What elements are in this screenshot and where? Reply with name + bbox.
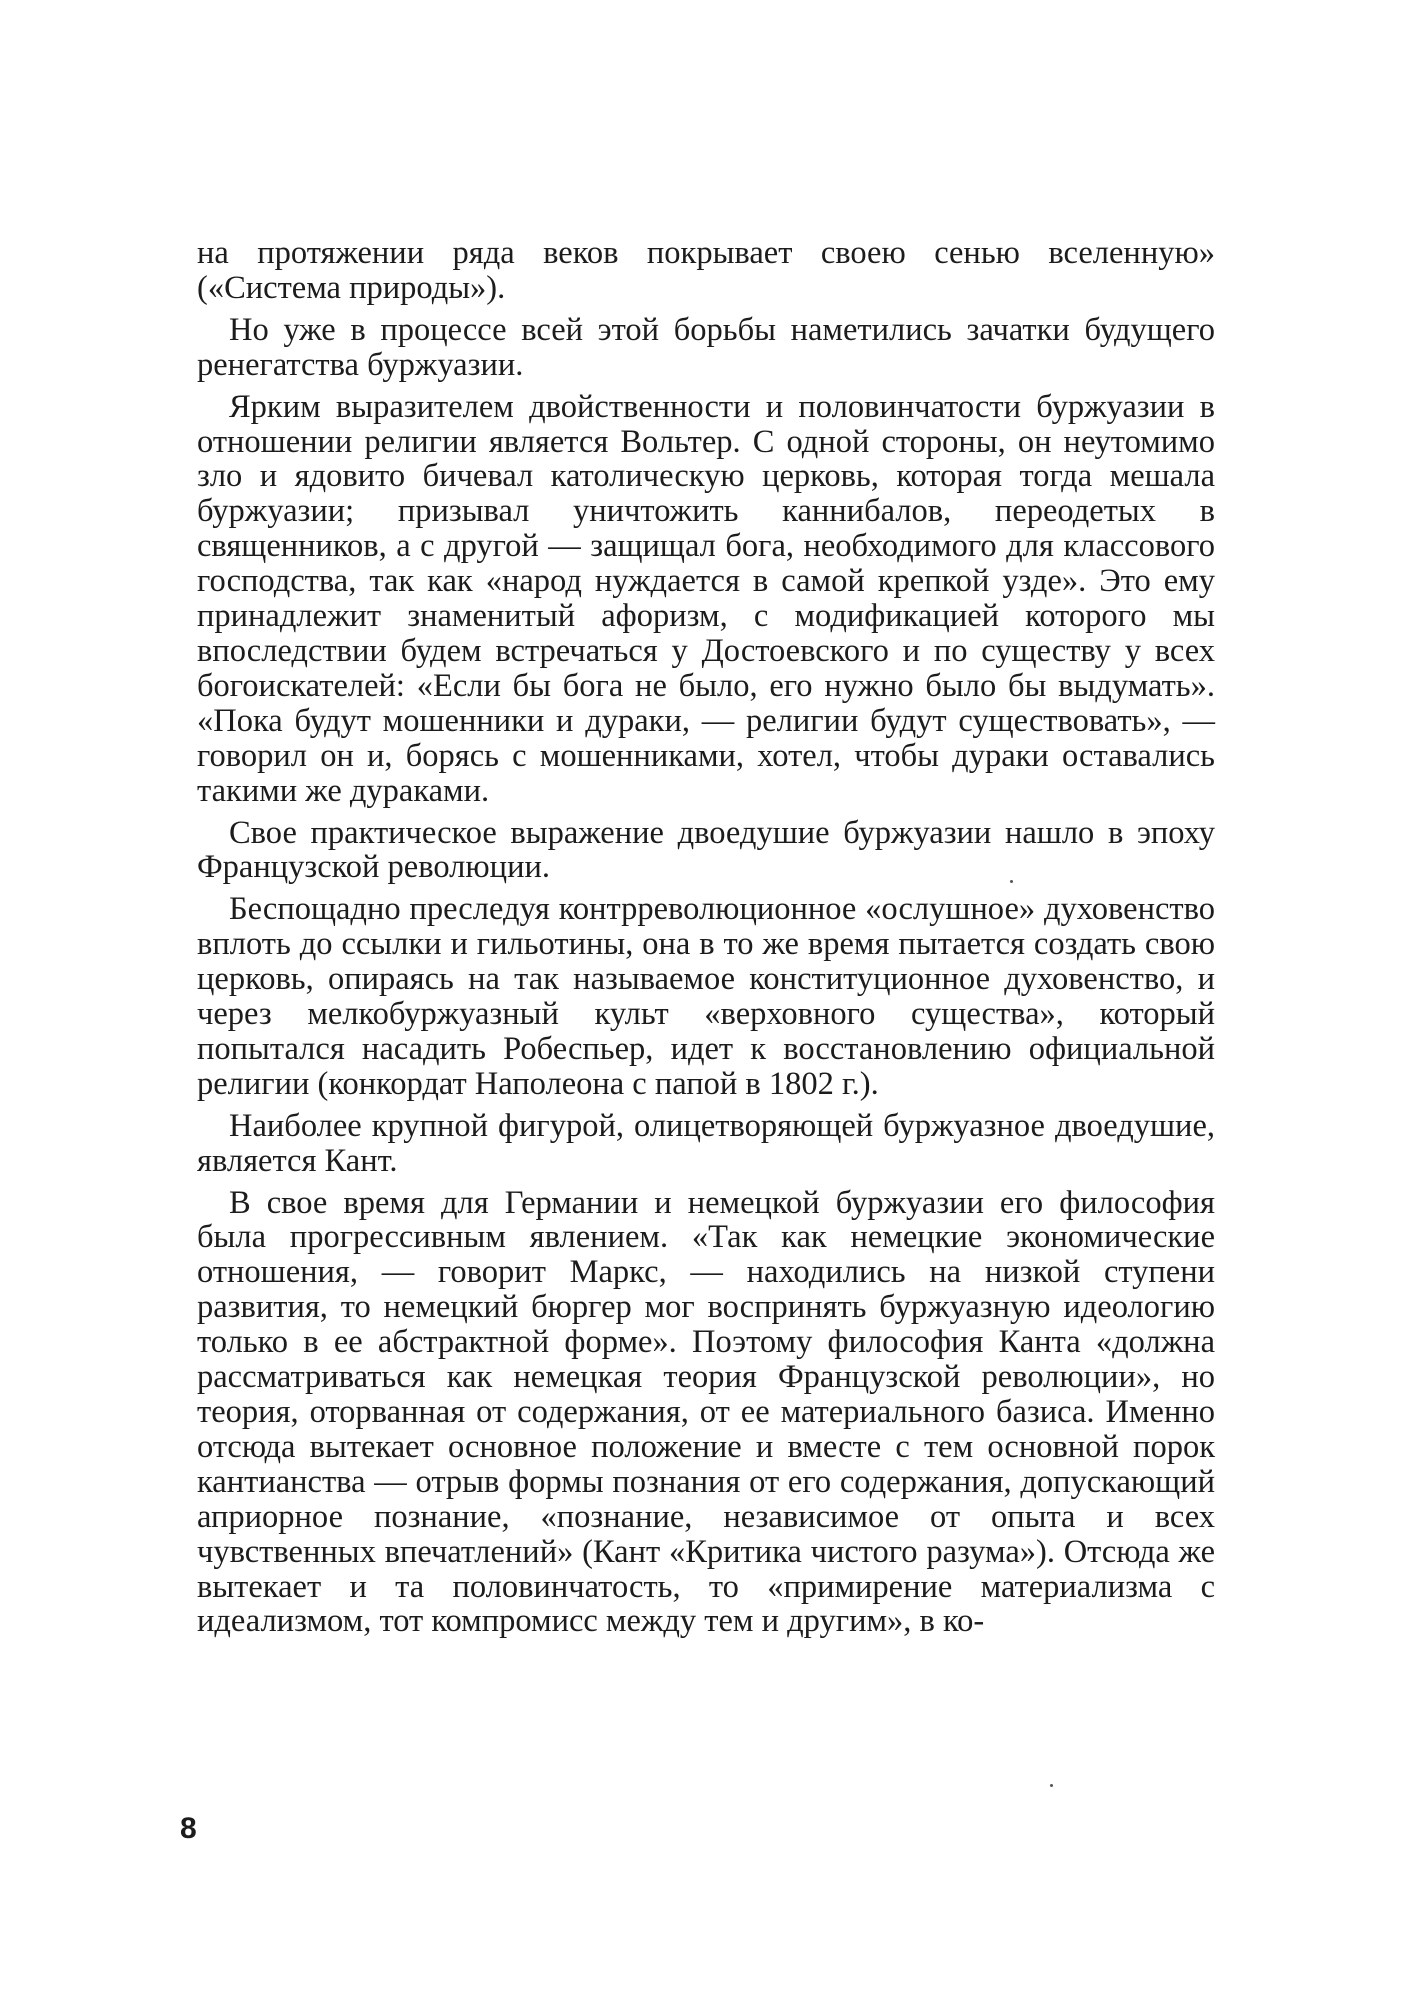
paragraph-continuation: на протяжении ряда веков покрывает своею сенью вселенную» («Система природы»). — [197, 235, 1215, 306]
page-number: 8 — [180, 1812, 197, 1845]
paragraph: Но уже в процессе всей этой борьбы наметились зачатки будущего ренегатства буржуазии. — [197, 311, 1215, 383]
scan-speck — [1050, 1784, 1053, 1787]
paragraph: Беспощадно преследуя контрреволюционное «ослушное» духовенство вплоть до ссылки и гильотины, она в то же время пытается создать свою церковь, опираясь на так называемое конституционное духовенство, и через мелкобуржуазный культ «верховного существа», который попытался насадить Робеспьер, идет к восстановлению официальной религии (конкордат Наполеона с папой в 1802 г.). — [197, 891, 1215, 1102]
paragraph: Ярким выразителем двойственности и половинчатости буржуазии в отношении религии является Вольтер. С одной стороны, он неутомимо зло и ядовито бичевал католическую церковь, которая тогда мешала буржуазии; призывал уничтожить каннибалов, переодетых в священников, а с другой — защищал бога, необходимого для классового господства, так как «народ нуждается в самой крепкой узде». Это ему принадлежит знаменитый афоризм, с модификацией которого мы впоследствии будем встречаться у Достоевского и по существу у всех богоискателей: «Если бы бога не было, его нужно было бы выдумать». «Пока будут мошенники и дураки, — религии будут существовать», — говорил он и, борясь с мошенниками, хотел, чтобы дураки оставались такими же дураками. — [197, 388, 1215, 809]
paragraph: Свое практическое выражение двоедушие буржуазии нашло в эпоху Французской революции. — [197, 814, 1215, 886]
scan-speck — [1010, 880, 1013, 883]
paragraph: В свое время для Германии и немецкой буржуазии его философия была прогрессивным явлением. «Так как немецкие экономические отношения, — говорит Маркс, — находились на низкой ступени развития, то немецкий бюргер мог воспринять буржуазную идеологию только в ее абстрактной форме». Поэтому философия Канта «должна рассматриваться как немецкая теория Французской революции», но теория, оторванная от содержания, от ее материального базиса. Именно отсюда вытекает основное положение и вместе с тем основной порок кантианства — отрыв формы познания от его содержания, допускающий априорное познание, «познание, независимое от опыта и всех чувственных впечатлений» (Кант «Критика чистого разума»). Отсюда же вытекает и та половинчатость, то «примирение материализма с идеализмом, тот компромисс между тем и другим», в ко- — [197, 1184, 1215, 1640]
paragraph: Наиболее крупной фигурой, олицетворяющей буржуазное двоедушие, является Кант. — [197, 1107, 1215, 1179]
body-text — [197, 236, 1215, 1639]
